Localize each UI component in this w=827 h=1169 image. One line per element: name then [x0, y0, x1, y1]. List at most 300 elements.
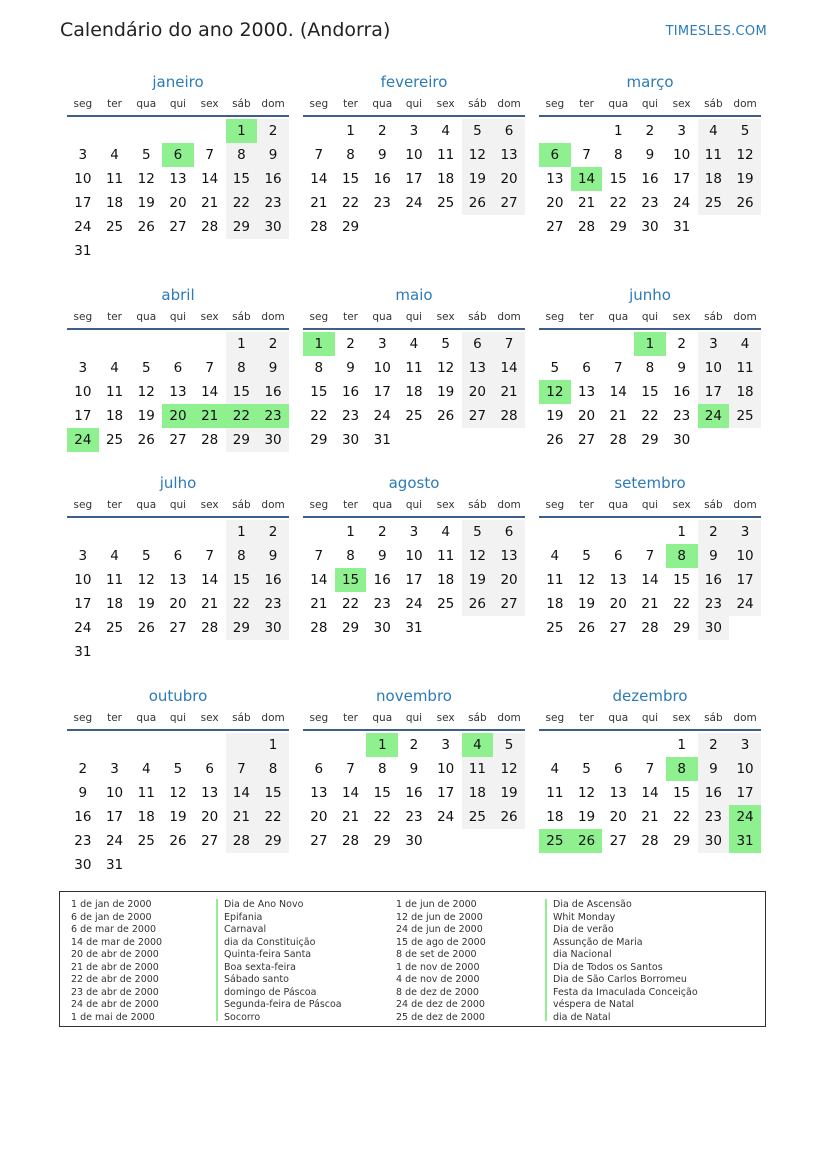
legend-entry: Festa da Imaculada Conceição [553, 986, 698, 998]
empty-cell [99, 332, 131, 356]
month-julho [67, 472, 289, 664]
day-cell: 2 [257, 332, 289, 356]
day-cell: 11 [405, 360, 423, 376]
legend-entry: Socorro [224, 1011, 261, 1023]
weekday-header [67, 93, 289, 117]
weekday-label: sex [672, 311, 691, 323]
legend-left-dates [71, 899, 162, 1024]
weekday-label: seg [309, 98, 329, 110]
empty-cell [539, 119, 571, 143]
legend-entry: 23 de abr de 2000 [71, 986, 159, 998]
day-cell: 24 [729, 805, 761, 829]
day-cell: 30 [673, 432, 691, 448]
day-cell: 11 [698, 143, 730, 167]
legend-entry: Boa sexta-feira [224, 961, 296, 973]
legend-entry: dia Nacional [553, 949, 612, 960]
day-cell: 18 [462, 781, 494, 805]
weekday-label: dom [497, 499, 521, 511]
weekday-label: ter [343, 311, 358, 323]
weekday-header [303, 93, 525, 117]
day-cell: 22 [226, 191, 258, 215]
day-cell: 2 [78, 761, 88, 777]
day-cell: 14 [609, 384, 627, 400]
day-cell: 20 [577, 408, 596, 424]
weekday-label: sáb [468, 499, 487, 511]
day-cell: 22 [673, 809, 691, 825]
weekday-label: seg [309, 311, 329, 323]
day-cell: 21 [341, 809, 360, 825]
day-grid [67, 119, 289, 263]
day-cell: 17 [105, 809, 124, 825]
day-cell: 30 [373, 620, 391, 636]
day-cell: 4 [729, 332, 761, 356]
legend-entry: 24 de dez de 2000 [396, 999, 485, 1010]
day-cell: 18 [137, 809, 155, 825]
day-cell: 6 [173, 548, 183, 564]
legend-entry: 8 de dez de 2000 [396, 986, 479, 998]
day-cell: 23 [373, 195, 391, 211]
day-cell: 30 [405, 833, 423, 849]
weekday-label: seg [545, 311, 565, 323]
day-cell: 15 [609, 171, 627, 187]
day-cell: 7 [346, 761, 355, 777]
day-cell: 15 [226, 167, 258, 191]
day-cell: 19 [577, 596, 596, 612]
day-cell: 2 [409, 737, 419, 753]
day-cell: 26 [729, 191, 761, 215]
legend-entry: 15 de ago de 2000 [396, 936, 486, 948]
empty-cell [67, 332, 99, 356]
weekday-label: qui [169, 98, 187, 110]
day-cell: 31 [74, 644, 92, 660]
day-grid [303, 332, 525, 452]
weekday-label: qui [405, 98, 423, 110]
day-cell: 5 [550, 360, 560, 376]
day-cell: 12 [493, 757, 525, 781]
day-cell: 31 [405, 620, 423, 636]
day-cell: 19 [546, 408, 564, 424]
day-cell: 17 [698, 380, 730, 404]
day-cell: 3 [729, 520, 761, 544]
day-cell: 14 [201, 171, 219, 187]
day-cell: 3 [110, 761, 119, 777]
weekday-label: sáb [704, 311, 723, 323]
day-cell: 20 [493, 167, 525, 191]
holiday-legend [59, 891, 766, 1027]
weekday-label: ter [579, 98, 594, 110]
month-name: outubro [148, 687, 208, 705]
day-cell: 28 [310, 620, 328, 636]
weekday-label: qui [641, 712, 659, 724]
day-cell: 15 [673, 572, 691, 588]
day-cell: 3 [78, 548, 88, 564]
day-cell: 15 [310, 384, 328, 400]
day-cell: 6 [493, 520, 525, 544]
day-cell: 3 [377, 336, 387, 352]
month-name: agosto [388, 474, 440, 492]
day-cell: 29 [226, 428, 258, 452]
day-cell: 23 [341, 408, 360, 424]
weekday-label: qua [136, 499, 157, 511]
day-cell: 16 [74, 809, 92, 825]
day-cell: 26 [577, 620, 596, 636]
weekday-label: sáb [704, 712, 723, 724]
day-cell: 18 [546, 596, 564, 612]
day-cell: 29 [226, 616, 258, 640]
day-cell: 8 [226, 544, 258, 568]
legend-entry: 8 de set de 2000 [396, 949, 477, 960]
day-cell: 14 [493, 356, 525, 380]
legend-entry: 6 de jan de 2000 [71, 911, 152, 923]
weekday-header [539, 494, 761, 518]
day-cell: 14 [571, 167, 603, 191]
day-cell: 30 [698, 616, 730, 640]
legend-entry: 1 de jan de 2000 [71, 899, 152, 910]
day-cell: 15 [226, 568, 258, 592]
day-cell: 22 [641, 408, 659, 424]
weekday-label: qua [372, 98, 393, 110]
weekday-label: dom [261, 712, 285, 724]
legend-entry: Assunção de Maria [553, 936, 643, 948]
day-cell: 23 [257, 592, 289, 616]
day-cell: 16 [673, 384, 691, 400]
day-cell: 3 [78, 360, 88, 376]
day-cell: 31 [373, 432, 391, 448]
day-cell: 30 [257, 215, 289, 239]
weekday-label: sex [436, 98, 455, 110]
day-cell: 17 [405, 171, 423, 187]
weekday-label: qui [405, 311, 423, 323]
day-cell: 18 [105, 408, 124, 424]
weekday-label: sáb [468, 712, 487, 724]
legend-entry: 24 de abr de 2000 [71, 999, 159, 1010]
legend-entry: véspera de Natal [553, 999, 635, 1010]
day-cell: 5 [141, 548, 151, 564]
brand-link[interactable]: TIMESLES.COM [665, 24, 767, 39]
day-cell: 12 [577, 572, 596, 588]
day-cell: 12 [169, 785, 187, 801]
legend-entry: 1 de nov de 2000 [396, 961, 480, 973]
day-cell: 11 [546, 785, 564, 801]
legend-entry: Quinta-feira Santa [224, 949, 312, 960]
day-cell: 29 [673, 620, 691, 636]
weekday-label: seg [545, 98, 565, 110]
day-cell: 21 [226, 805, 258, 829]
weekday-label: qui [641, 98, 659, 110]
weekday-label: ter [107, 311, 122, 323]
day-cell: 6 [493, 119, 525, 143]
day-cell: 9 [677, 360, 686, 376]
weekday-header [303, 707, 525, 731]
day-cell: 25 [539, 829, 571, 853]
day-cell: 4 [550, 548, 560, 564]
day-cell: 6 [582, 360, 591, 376]
legend-right-dates [396, 899, 486, 1024]
weekday-label: qui [169, 499, 187, 511]
day-cell: 1 [303, 332, 335, 356]
day-cell: 11 [462, 757, 494, 781]
day-cell: 9 [377, 147, 387, 163]
day-cell: 3 [729, 733, 761, 757]
day-cell: 27 [609, 833, 627, 849]
day-cell: 4 [110, 360, 119, 376]
weekday-label: qua [136, 311, 157, 323]
day-cell: 15 [257, 781, 289, 805]
empty-cell [303, 520, 335, 544]
day-cell: 16 [698, 781, 730, 805]
day-cell: 28 [609, 432, 627, 448]
day-cell: 16 [373, 572, 391, 588]
day-cell: 2 [377, 524, 387, 540]
day-cell: 9 [377, 548, 387, 564]
month-janeiro [67, 71, 289, 263]
month-junho [539, 284, 761, 452]
day-cell: 11 [729, 356, 761, 380]
weekday-label: sex [672, 98, 691, 110]
day-cell: 16 [257, 167, 289, 191]
day-cell: 13 [609, 785, 627, 801]
day-cell: 12 [539, 380, 571, 404]
day-cell: 4 [110, 548, 119, 564]
day-cell: 23 [641, 195, 659, 211]
weekday-label: sex [436, 499, 455, 511]
day-cell: 26 [137, 432, 155, 448]
month-name: abril [161, 286, 195, 304]
day-cell: 1 [226, 520, 258, 544]
day-cell: 1 [677, 524, 686, 540]
day-cell: 4 [110, 147, 119, 163]
day-cell: 8 [666, 544, 698, 568]
day-cell: 7 [205, 548, 214, 564]
empty-cell [194, 733, 226, 757]
day-cell: 25 [137, 833, 155, 849]
day-cell: 31 [729, 829, 761, 853]
day-cell: 12 [462, 544, 494, 568]
day-cell: 15 [641, 384, 659, 400]
empty-cell [571, 119, 603, 143]
day-cell: 23 [257, 404, 289, 428]
weekday-label: qua [608, 98, 629, 110]
weekday-label: qui [641, 311, 659, 323]
weekday-label: ter [579, 712, 594, 724]
weekday-label: dom [497, 712, 521, 724]
day-cell: 13 [169, 171, 187, 187]
day-cell: 11 [105, 171, 124, 187]
day-cell: 2 [698, 520, 730, 544]
weekday-label: seg [73, 311, 93, 323]
day-cell: 28 [201, 432, 219, 448]
day-cell: 21 [493, 380, 525, 404]
day-cell: 1 [613, 123, 623, 139]
empty-cell [571, 332, 603, 356]
day-cell: 14 [641, 572, 659, 588]
weekday-label: sáb [704, 499, 723, 511]
day-cell: 25 [729, 404, 761, 428]
empty-cell [130, 733, 162, 757]
day-cell: 18 [729, 380, 761, 404]
empty-cell [194, 332, 226, 356]
day-cell: 7 [226, 757, 258, 781]
day-cell: 13 [546, 171, 564, 187]
day-cell: 19 [137, 195, 155, 211]
day-cell: 13 [493, 143, 525, 167]
day-cell: 19 [462, 568, 494, 592]
legend-entry: Dia de São Carlos Borromeu [553, 974, 687, 985]
day-cell: 1 [257, 733, 289, 757]
legend-divider [545, 899, 547, 1021]
day-cell: 9 [698, 544, 730, 568]
day-cell: 30 [257, 616, 289, 640]
day-cell: 31 [673, 219, 691, 235]
empty-cell [303, 733, 335, 757]
day-cell: 19 [577, 809, 596, 825]
day-cell: 30 [257, 428, 289, 452]
weekday-label: ter [579, 311, 594, 323]
weekday-label: dom [261, 499, 285, 511]
weekday-label: qua [372, 499, 393, 511]
weekday-label: seg [309, 499, 329, 511]
legend-entry: 21 de abr de 2000 [71, 961, 159, 973]
day-cell: 13 [609, 572, 627, 588]
day-cell: 8 [226, 356, 258, 380]
legend-entry: 25 de dez de 2000 [396, 1011, 485, 1023]
legend-entry: 12 de jun de 2000 [396, 911, 483, 923]
day-cell: 22 [257, 805, 289, 829]
day-cell: 8 [226, 143, 258, 167]
day-cell: 20 [462, 380, 494, 404]
day-cell: 22 [373, 809, 391, 825]
day-cell: 23 [74, 833, 92, 849]
weekday-label: dom [497, 311, 521, 323]
day-cell: 24 [373, 408, 391, 424]
empty-cell [571, 733, 603, 757]
day-cell: 5 [729, 119, 761, 143]
day-cell: 5 [462, 520, 494, 544]
day-cell: 7 [205, 147, 214, 163]
day-cell: 2 [257, 520, 289, 544]
weekday-label: qui [405, 499, 423, 511]
day-cell: 8 [346, 147, 355, 163]
empty-cell [303, 119, 335, 143]
legend-entry: Dia de Todos os Santos [553, 961, 663, 973]
day-cell: 7 [613, 360, 623, 376]
weekday-label: qua [372, 712, 393, 724]
day-cell: 6 [205, 761, 214, 777]
day-cell: 29 [226, 215, 258, 239]
day-cell: 27 [169, 219, 187, 235]
day-cell: 16 [257, 568, 289, 592]
day-cell: 4 [462, 733, 494, 757]
weekday-header [67, 494, 289, 518]
day-grid [67, 733, 289, 877]
day-cell: 17 [373, 384, 391, 400]
day-cell: 15 [226, 380, 258, 404]
legend-entry: 20 de abr de 2000 [71, 949, 159, 960]
day-cell: 7 [645, 761, 655, 777]
day-cell: 1 [677, 737, 686, 753]
day-cell: 19 [137, 596, 155, 612]
month-setembro [539, 472, 761, 640]
day-cell: 13 [493, 544, 525, 568]
day-grid [67, 332, 289, 452]
day-cell: 30 [341, 432, 360, 448]
empty-cell [67, 119, 99, 143]
day-cell: 15 [673, 785, 691, 801]
day-cell: 18 [105, 596, 124, 612]
day-cell: 11 [437, 548, 455, 564]
day-cell: 25 [698, 191, 730, 215]
day-cell: 20 [546, 195, 564, 211]
day-cell: 23 [373, 596, 391, 612]
legend-entry: 22 de abr de 2000 [71, 974, 159, 985]
month-name: janeiro [152, 73, 204, 91]
day-cell: 12 [729, 143, 761, 167]
day-cell: 12 [462, 143, 494, 167]
day-cell: 28 [201, 219, 219, 235]
day-cell: 4 [698, 119, 730, 143]
weekday-label: dom [261, 98, 285, 110]
legend-entry: 1 de jun de 2000 [396, 899, 477, 910]
empty-cell [162, 520, 194, 544]
day-cell: 21 [194, 404, 226, 428]
day-cell: 24 [405, 195, 423, 211]
day-cell: 11 [437, 147, 455, 163]
day-cell: 26 [137, 219, 155, 235]
day-cell: 28 [226, 829, 258, 853]
day-cell: 16 [641, 171, 659, 187]
day-cell: 27 [493, 592, 525, 616]
legend-entry: 1 de mai de 2000 [71, 1011, 155, 1023]
day-cell: 17 [74, 596, 92, 612]
weekday-label: ter [343, 712, 358, 724]
legend-entry: dia de Natal [553, 1011, 611, 1023]
weekday-label: sex [436, 311, 455, 323]
day-cell: 22 [673, 596, 691, 612]
month-name: julho [159, 474, 197, 492]
day-cell: 11 [105, 572, 124, 588]
day-cell: 31 [105, 857, 124, 873]
day-cell: 28 [493, 404, 525, 428]
day-cell: 7 [205, 360, 214, 376]
day-cell: 15 [335, 568, 367, 592]
weekday-header [67, 707, 289, 731]
empty-cell [67, 733, 99, 757]
legend-entry: 4 de nov de 2000 [396, 974, 480, 985]
weekday-label: qua [372, 311, 393, 323]
empty-cell [634, 520, 666, 544]
day-cell: 25 [105, 219, 124, 235]
day-cell: 21 [609, 408, 627, 424]
day-cell: 2 [377, 123, 387, 139]
empty-cell [194, 119, 226, 143]
day-grid [303, 119, 525, 239]
day-grid [303, 520, 525, 640]
day-cell: 26 [546, 432, 564, 448]
day-cell: 19 [729, 167, 761, 191]
day-cell: 2 [257, 119, 289, 143]
empty-cell [99, 119, 131, 143]
weekday-label: seg [73, 499, 93, 511]
day-cell: 6 [173, 360, 183, 376]
day-cell: 3 [441, 737, 450, 753]
weekday-header [539, 306, 761, 330]
day-cell: 22 [341, 195, 360, 211]
day-cell: 27 [546, 219, 564, 235]
empty-cell [130, 520, 162, 544]
day-cell: 29 [373, 833, 391, 849]
day-cell: 17 [74, 408, 92, 424]
weekday-label: sáb [232, 311, 251, 323]
